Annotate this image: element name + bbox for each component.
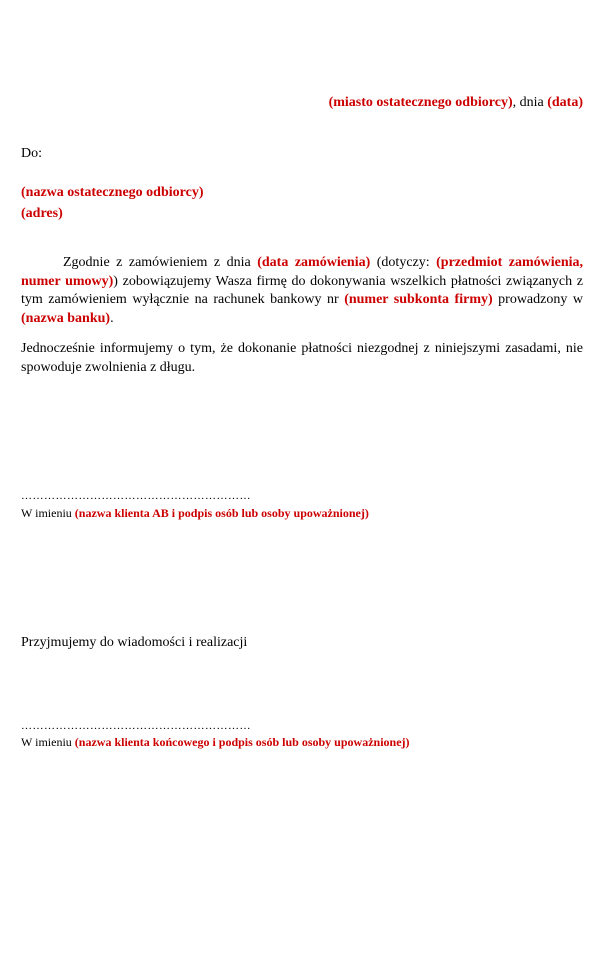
recipient-name-placeholder: (nazwa ostatecznego odbiorcy) <box>21 185 204 200</box>
p1-text-d: prowadzony w <box>492 292 583 307</box>
signature-caption-end-client <box>21 735 583 750</box>
account-placeholder: (numer subkonta firmy) <box>344 292 493 307</box>
to-label: Do: <box>21 146 42 161</box>
date-line <box>329 95 583 111</box>
recipient-block <box>21 182 583 224</box>
client-signature-placeholder: (nazwa klienta AB i podpis osób lub osoby upoważnionej) <box>74 506 369 520</box>
signature-line-client: …………………………………………………… <box>21 490 251 502</box>
acceptance-text: Przyjmujemy do wiadomości i realizacji <box>21 635 248 650</box>
date-placeholder: (data) <box>547 95 583 110</box>
signature-caption-client <box>21 506 583 521</box>
p1-text-b: (dotyczy: <box>370 255 437 270</box>
recipient-address-placeholder: (adres) <box>21 206 63 221</box>
signature-line-end-client: …………………………………………………… <box>21 720 251 732</box>
on-behalf-label: W imieniu <box>21 735 75 749</box>
subject-placeholder: (przedmiot zamówienia, numer umowy) <box>21 255 583 289</box>
day-word: dnia <box>519 95 544 110</box>
p1-text-c: ) zobowiązujemy Wasza firmę do dokonywania wszelkich płatności związanych z tym zamówieniem wyłącznie na rachunek bankowy nr <box>21 273 583 307</box>
paragraph-payment-instruction <box>21 254 583 328</box>
end-client-signature-placeholder: (nazwa klienta końcowego i podpis osób lub osoby upoważnionej) <box>74 735 410 749</box>
comma: , <box>512 95 517 110</box>
p1-text-e: . <box>110 310 114 326</box>
paragraph-debt-notice: Jednocześnie informujemy o tym, że dokonanie płatności niezgodnej z niniejszymi zasadami, nie spowoduje zwolnienia z długu. <box>21 341 583 375</box>
bank-placeholder: (nazwa banku) <box>21 310 111 326</box>
p1-text-a: Zgodnie z zamówieniem z dnia <box>63 255 258 270</box>
order-date-placeholder: (data zamówienia) <box>257 255 371 270</box>
on-behalf-label: W imieniu <box>21 506 75 520</box>
city-placeholder: (miasto ostatecznego odbiorcy) <box>328 95 513 110</box>
